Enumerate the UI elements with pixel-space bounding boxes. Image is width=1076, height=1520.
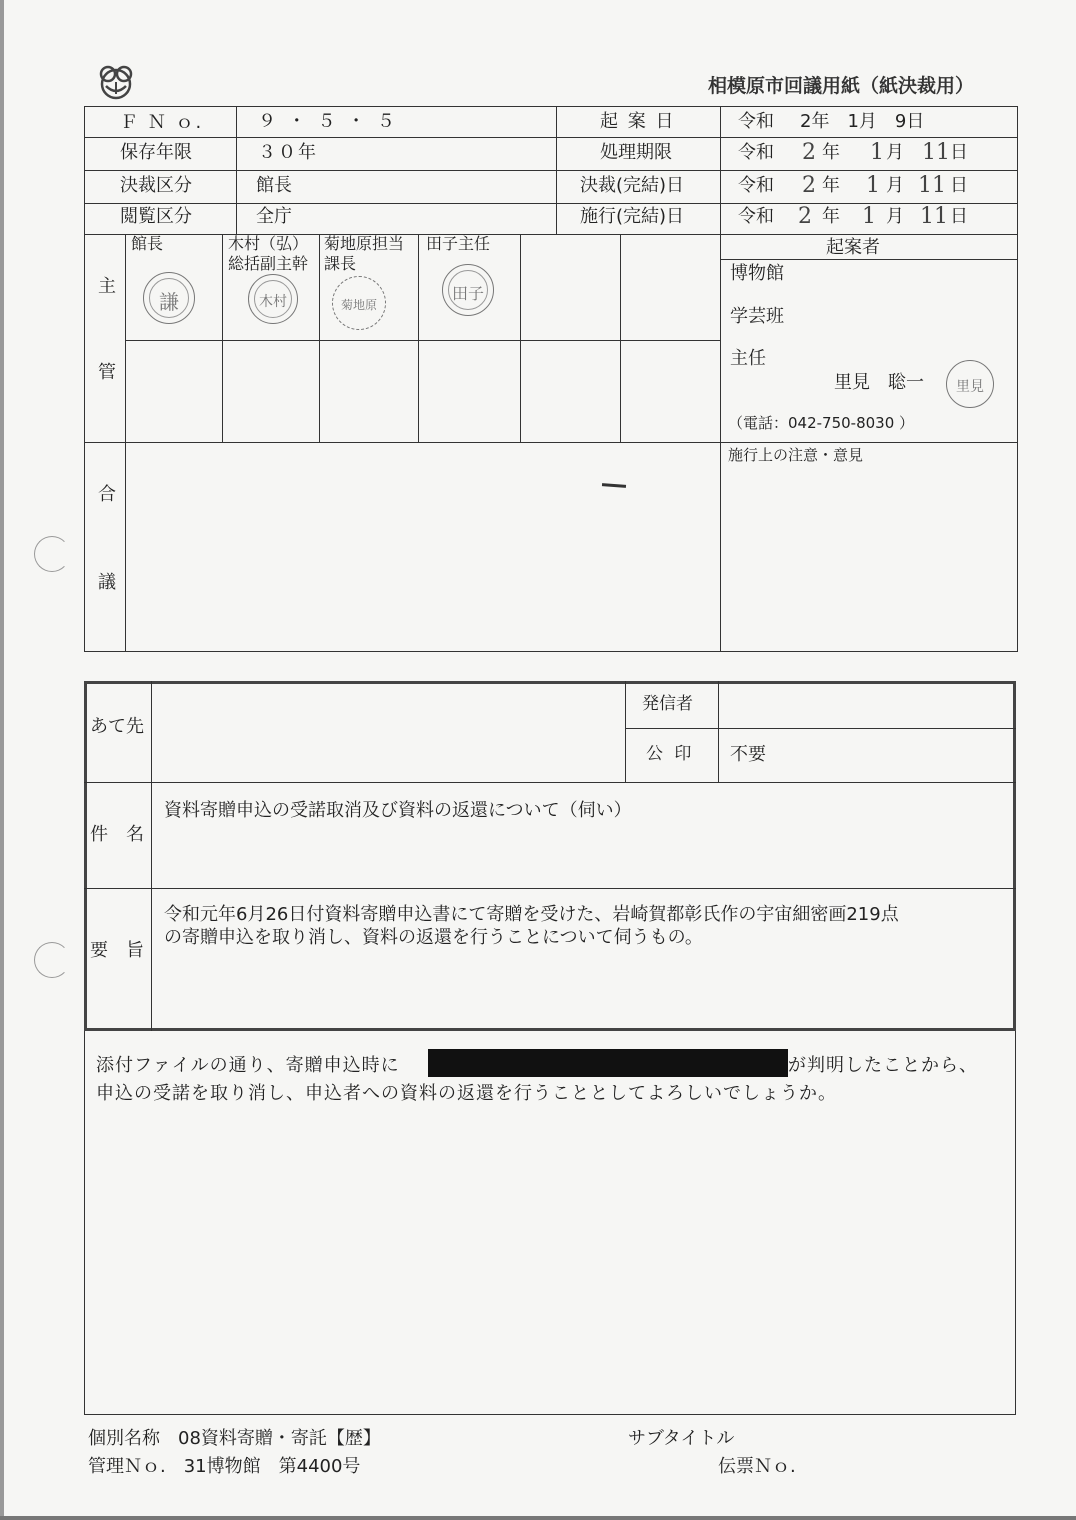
body-line-2: 申込の受諾を取り消し、申込者への資料の返還を行うこととしてよろしいでしょうか。 (96, 1083, 837, 1104)
seal-kimura: 木村 (248, 274, 298, 324)
kian-date: 2年 1月 9日 (800, 111, 925, 132)
etsuran-value: 全庁 (256, 206, 292, 227)
kessai-label: 決裁区分 (120, 175, 192, 196)
koin-value: 不要 (730, 744, 766, 765)
youshi-label: 要 旨 (90, 940, 144, 961)
body-line-1-start: 添付ファイルの通り、寄贈申込時に (96, 1055, 400, 1076)
punch-hole-bottom (34, 942, 70, 978)
approver-2-subtitle: 総括副主幹 (228, 254, 309, 273)
shiko-day-hw: 11 (920, 204, 948, 229)
kessai-value: 館長 (256, 175, 292, 196)
shori-nen: 年 (822, 142, 840, 163)
aigi-label-go: 合 (98, 484, 116, 505)
f-no-value: ９ ・ ５ ・ ５ (258, 111, 398, 132)
footer-denpyo: 伝票Ｎｏ. (718, 1456, 796, 1477)
punch-hole-top (34, 536, 70, 572)
drafter-dept: 博物館 (730, 263, 784, 284)
page-bottom-edge (0, 1516, 1076, 1520)
etsuran-label: 閲覧区分 (120, 206, 192, 227)
shori-label: 処理期限 (600, 142, 672, 163)
kessai-month-hw: 1 (866, 173, 880, 198)
notes-label: 施行上の注意・意見 (728, 446, 864, 464)
redaction-bar (428, 1049, 788, 1077)
shori-era: 令和 (738, 142, 774, 163)
kessai-day-hw: 11 (918, 173, 946, 198)
hasshin-label: 発信者 (642, 694, 693, 714)
seal-satomi: 里見 (946, 360, 994, 408)
kessai-nen: 年 (822, 175, 840, 196)
seal-kikuchihara: 菊地原 (332, 276, 386, 330)
kian-era: 令和 (738, 111, 774, 132)
hozon-value: ３０年 (258, 142, 318, 163)
f-no-label: Ｆ Ｎ ｏ. (120, 112, 204, 133)
kessai-tsuki: 月 (886, 175, 904, 196)
kenmei-value: 資料寄贈申込の受諾取消及び資料の返還について（伺い） (164, 800, 632, 821)
drafter-name: 里見 聡一 (834, 372, 924, 393)
approver-3-subtitle: 課長 (324, 254, 357, 273)
shiko-tsuki: 月 (886, 206, 904, 227)
shiko-hi: 日 (950, 206, 968, 227)
approver-2-title: 木村（弘） (228, 234, 309, 253)
kessai-era: 令和 (738, 175, 774, 196)
youshi-line-2: の寄贈申込を取り消し、資料の返還を行うことについて伺うもの。 (164, 927, 703, 948)
approver-3-title: 菊地原担当 (324, 234, 405, 253)
city-logo (94, 64, 138, 100)
shori-year-hw: 2 (802, 140, 816, 165)
drafter-phone: （電話：042-750-8030 ） (728, 414, 915, 432)
shiko-year-hw: 2 (798, 204, 812, 229)
aigi-label-gi: 議 (98, 572, 116, 593)
drafter-section: 学芸班 (730, 306, 784, 327)
drafter-header: 起案者 (826, 237, 880, 258)
shiko-label: 施行(完結)日 (580, 206, 685, 227)
atesaki-label: あて先 (90, 716, 144, 737)
approver-4-title: 田子主任 (426, 234, 491, 253)
shori-tsuki: 月 (886, 142, 904, 163)
seal-tago: 田子 (442, 264, 494, 316)
footer-kobetsu: 個別名称 08資料寄贈・寄託【歴】 (88, 1428, 381, 1449)
footer-subtitle: サブタイトル (628, 1428, 735, 1449)
shori-day-hw: 11 (922, 140, 950, 165)
kian-label: 起 案 日 (600, 111, 676, 132)
kessai-date-label: 決裁(完結)日 (580, 175, 685, 196)
shiko-nen: 年 (822, 206, 840, 227)
kessai-hi: 日 (950, 175, 968, 196)
youshi-line-1: 令和元年6月26日付資料寄贈申込書にて寄贈を受けた、岩崎賀都彰氏作の宇宙細密画219点 (164, 904, 899, 925)
shukan-label-shu: 主 (98, 276, 116, 297)
shori-hi: 日 (950, 142, 968, 163)
seal-director: 謙 (143, 272, 195, 324)
footer-kanri: 管理Ｎｏ. 31博物館 第4400号 (88, 1456, 361, 1477)
drafter-position: 主任 (730, 348, 766, 369)
koin-label: 公 印 (646, 744, 695, 764)
shori-month-hw: 1 (870, 140, 884, 165)
form-title: 相模原市回議用紙（紙決裁用） (708, 75, 975, 97)
shukan-label-kan: 管 (98, 362, 116, 383)
kessai-year-hw: 2 (802, 173, 816, 198)
hozon-label: 保存年限 (120, 142, 192, 163)
body-line-1-end: が判明したことから、 (788, 1055, 978, 1076)
shiko-era: 令和 (738, 206, 774, 227)
page-left-edge (0, 0, 4, 1520)
kenmei-label: 件 名 (90, 824, 144, 845)
shiko-month-hw: 1 (862, 204, 876, 229)
address-table (84, 681, 1016, 1031)
approver-1-title: 館長 (131, 234, 164, 253)
